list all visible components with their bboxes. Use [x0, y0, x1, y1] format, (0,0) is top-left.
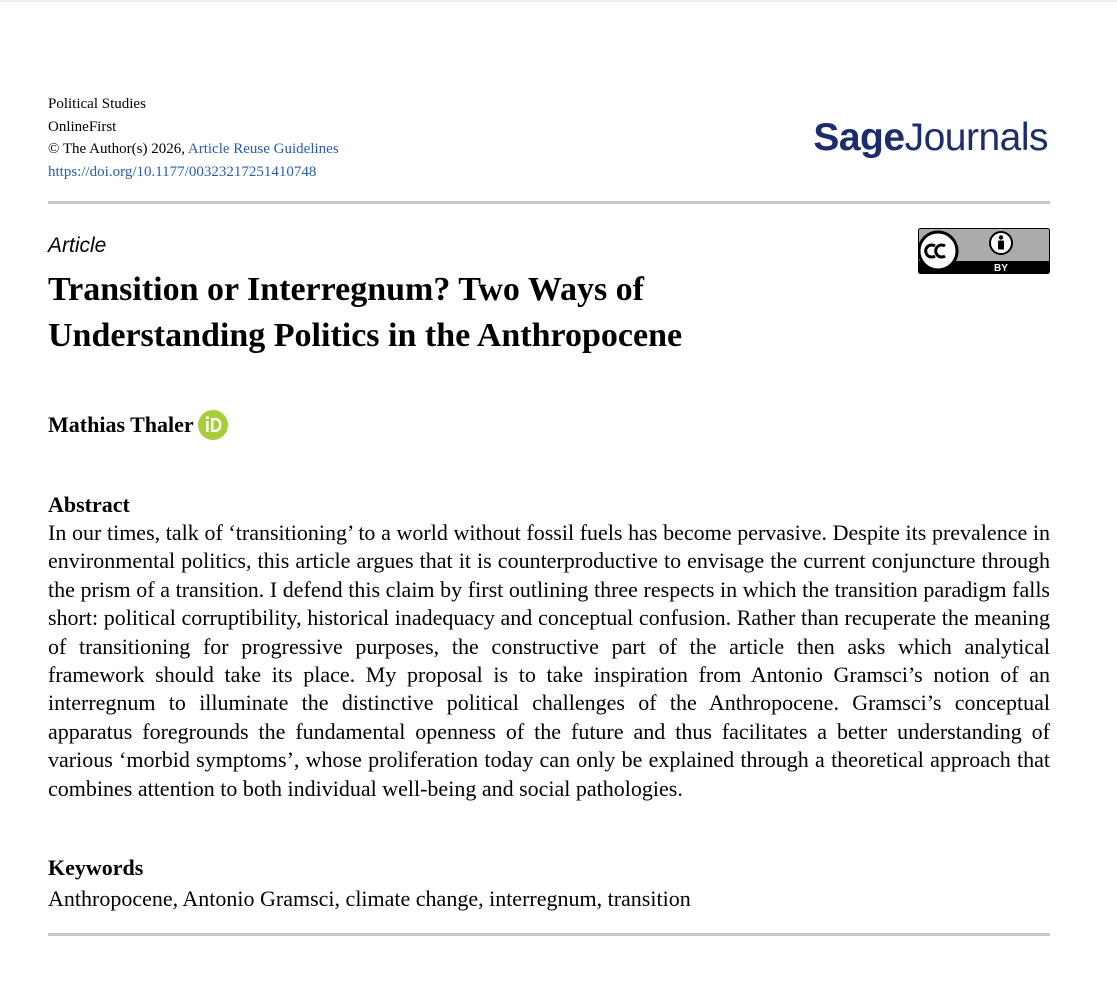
attribution-icon — [990, 232, 1012, 254]
header-divider — [48, 201, 1050, 204]
article-title: Transition or Interregnum? Two Ways of Understanding Politics in the Anthropocene — [48, 271, 683, 354]
author-name[interactable]: Mathias Thaler — [48, 412, 194, 437]
logo-word-journals: Journals — [904, 116, 1048, 159]
sage-journals-logo[interactable] — [813, 118, 1048, 157]
doi-link[interactable]: https://doi.org/10.1177/00323217251410748 — [48, 163, 317, 180]
copyright-text: © The Author(s) 2026, — [48, 141, 188, 157]
abstract-heading: Abstract — [48, 492, 130, 517]
doi-line — [48, 161, 1050, 184]
publication-status: OnlineFirst — [48, 118, 117, 135]
license-badge-label: BY — [994, 263, 1008, 274]
cc-by-license-badge[interactable] — [918, 228, 1050, 274]
journal-name: Political Studies — [48, 96, 146, 112]
creative-commons-icon — [919, 232, 957, 270]
logo-word-sage: Sage — [813, 116, 905, 159]
article-type-row — [48, 232, 1050, 274]
footer-divider — [48, 933, 1050, 936]
reuse-guidelines-link[interactable]: Article Reuse Guidelines — [187, 141, 339, 157]
top-border — [0, 0, 1117, 2]
orcid-icon[interactable] — [198, 410, 228, 440]
article-type: Article — [48, 234, 107, 257]
abstract-text: In our times, talk of ‘transitioning’ to a world without fossil fuels has become pervasive. Despite its prevalence in environmental politics, this article argues that it is counterproductive to envisage the current conjuncture through the prism of a transition. I defend this claim by first outlining three respects in which the transition paradigm falls short: political corruptibility, historical inadequacy and conceptual confusion. Rather than recuperate the meaning of transitioning for progressive purposes, the constructive part of the article then asks which analytical framework should take its place. My proposal is to take inspiration from Antonio Gramsci’s notion of an interregnum to illuminate the distinctive political challenges of the Anthropocene. Gramsci’s conceptual apparatus foregrounds the fundamental openness of the future and thus facilitates a better understanding of various ‘morbid symptoms’, whose proliferation today can only be explained through a theoretical approach that combines attention to both individual well-being and social pathologies. — [48, 520, 1050, 801]
article-page — [48, 93, 1050, 936]
keywords-heading: Keywords — [48, 855, 144, 881]
author-row — [48, 409, 1050, 441]
header — [48, 93, 1050, 189]
keywords-list: Anthropocene, Antonio Gramsci, climate change, interregnum, transition — [48, 886, 691, 912]
